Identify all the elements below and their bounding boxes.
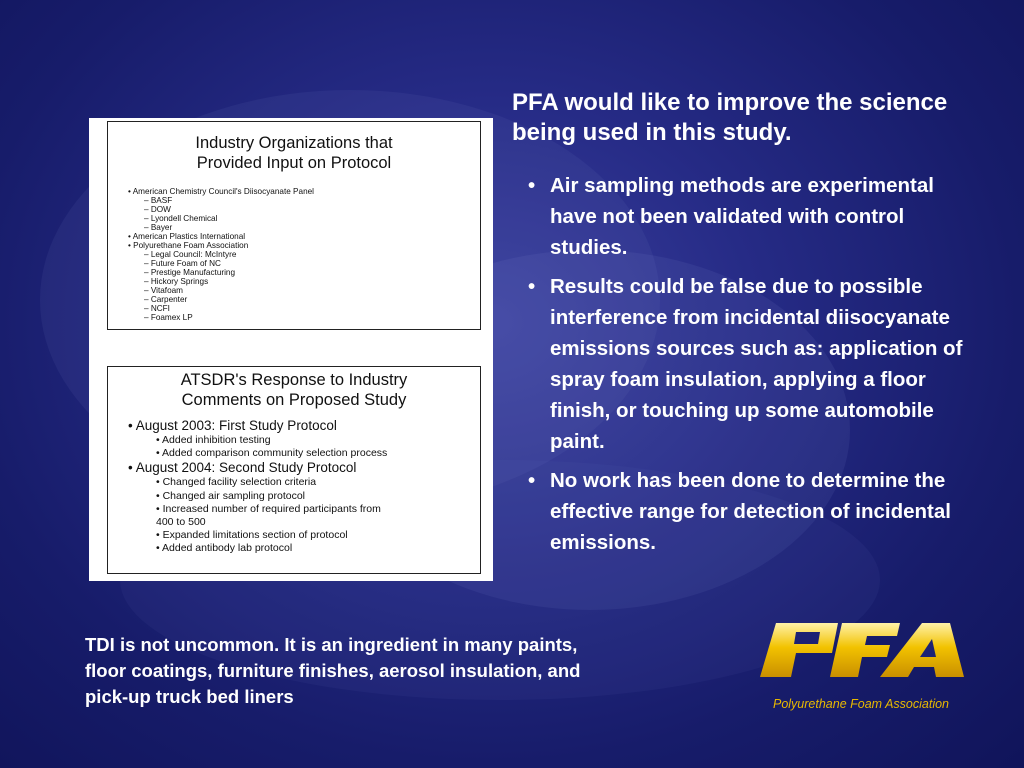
scan-title-line: Provided Input on Protocol	[196, 154, 392, 172]
scan-list-item: – Foamex LP	[144, 313, 193, 322]
logo-tagline: Polyurethane Foam Association	[772, 697, 950, 711]
bullet-dot: •	[528, 469, 536, 492]
bullet-dot: •	[528, 275, 536, 298]
scan-list-item: – Legal Council: McIntyre	[144, 250, 237, 259]
scan-list-item: – Hickory Springs	[144, 277, 209, 286]
scan-list-item: • August 2004: Second Study Protocol	[128, 460, 357, 476]
bullet-text: No work has been done to determine the effective range for detection of incidental emissions.	[550, 469, 951, 554]
scan-list-item: – Bayer	[144, 223, 173, 232]
scan-list	[108, 418, 480, 556]
slide-heading: PFA would like to improve the science being used in this study.	[512, 89, 948, 146]
bullet-text: Results could be false due to possible interference from incidental diisocyanate emissions sources such as: application of spray foam insulation, applying a floor finish, or touching up some automobile paint.	[550, 275, 963, 453]
scan-panel-title	[108, 370, 480, 410]
scan-list-item: – BASF	[144, 196, 173, 205]
scan-title-line: Comments on Proposed Study	[181, 391, 407, 409]
scan-list-item: – Carpenter	[144, 295, 188, 304]
bullet-dot: •	[528, 174, 536, 197]
scan-list-item: – DOW	[144, 205, 171, 214]
scan-list-item: 400 to 500	[156, 516, 206, 529]
bullet-item	[528, 271, 978, 457]
scan-list	[108, 187, 480, 322]
pfa-logo-mark	[750, 615, 972, 697]
bullet-item	[528, 465, 978, 558]
scan-list-item: – Lyondell Chemical	[144, 214, 218, 223]
scan-list-item: • Changed facility selection criteria	[156, 476, 317, 489]
footer-note: TDI is not uncommon. It is an ingredient in many paints, floor coatings, furniture finishes, aerosol insulation, and pick-up truck bed liners	[85, 634, 581, 707]
scan-list-item: • American Chemistry Council's Diisocyanate Panel	[128, 187, 314, 196]
bullet-text: Air sampling methods are experimental have not been validated with control studies.	[550, 174, 934, 259]
scan-list-item: • American Plastics International	[128, 232, 246, 241]
scan-list-item: • Increased number of required participants from	[156, 502, 381, 515]
scan-title-line: ATSDR's Response to Industry	[180, 371, 408, 389]
pfa-logo	[750, 615, 980, 715]
scan-list-item: • Added comparison community selection process	[156, 447, 388, 460]
scan-list-item: • Added inhibition testing	[156, 434, 271, 446]
scan-list-item: • Polyurethane Foam Association	[128, 241, 249, 250]
scan-panel-atsdr-response	[107, 366, 481, 574]
scan-panel-organizations	[107, 121, 481, 330]
scanned-document-image	[89, 118, 493, 581]
scan-list-item: • August 2003: First Study Protocol	[128, 418, 337, 433]
scan-panel-title	[108, 133, 480, 173]
scan-list-item: • Expanded limitations section of protocol	[156, 529, 348, 542]
scan-list-item: • Added antibody lab protocol	[156, 542, 293, 555]
scan-list-item: – Vitafoam	[144, 286, 183, 295]
scan-list-item: – Future Foam of NC	[144, 259, 221, 268]
scan-list-item: – NCFI	[144, 304, 170, 313]
bullet-item	[528, 170, 978, 263]
scan-list-item: – Prestige Manufacturing	[144, 268, 236, 277]
bullet-list	[528, 170, 978, 566]
scan-list-item: • Changed air sampling protocol	[156, 489, 306, 502]
scan-title-line: Industry Organizations that	[195, 134, 393, 152]
